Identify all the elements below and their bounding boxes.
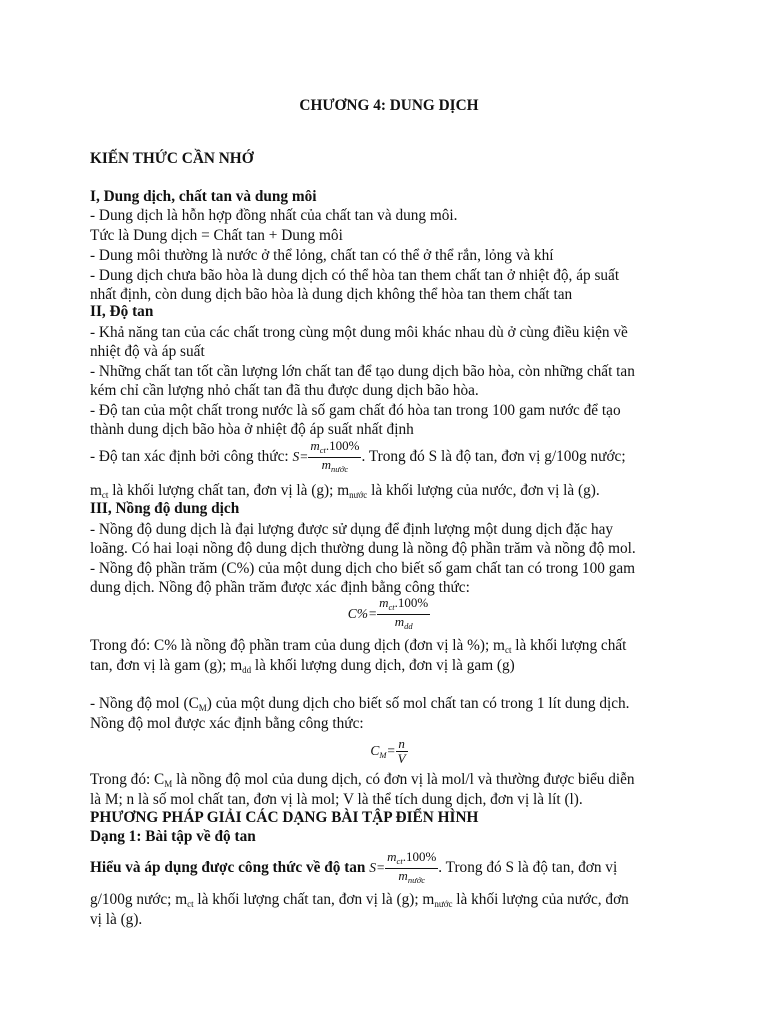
section-2-line: thành dung dịch bão hòa ở nhiệt độ áp suất nhất định	[90, 421, 414, 438]
percent-concentration-formula: C%= $\frac{m_{ct}.100\%}{m_{dd}}$	[347, 594, 429, 631]
section-1-line: - Dung môi thường là nước ở thể lỏng, chất tan có thể ở thể rắn, lỏng và khí	[90, 247, 554, 264]
section-3-line: - Nồng độ phần trăm (C%) của một dung dịch cho biết số gam chất tan có trong 100 gam	[90, 560, 636, 577]
type-1-explain-line: vị là (g).	[90, 911, 143, 928]
methods-heading: PHƯƠNG PHÁP GIẢI CÁC DẠNG BÀI TẬP ĐIỂN HÌNH	[90, 809, 479, 826]
section-2-line: - Những chất tan tốt cần lượng lớn chất tan để tạo dung dịch bão hòa, còn những chất tan	[90, 363, 635, 380]
percent-explain-line: tan, đơn vị là gam (g); $m_{dd}$ là khối lượng dung dịch, đơn vị là gam (g)	[90, 657, 515, 675]
molar-explain-line: là M; n là số mol chất tan, đơn vị là mol; V là thể tích dung dịch, đơn vị là lít (l).	[90, 791, 583, 808]
type-1-explain-line: g/100g nước; $m_{ct}$ là khối lượng chất tan, đơn vị là (g); $m_{nước}$ là khối lượng của nước, đơn	[90, 891, 629, 909]
section-3-line: - Nồng độ dung dịch là đại lượng được sử dụng để định lượng một dung dịch đặc hay	[90, 521, 614, 538]
section-1-line: Tức là Dung dịch = Chất tan + Dung môi	[90, 227, 343, 244]
percent-explain-line: Trong đó: C% là nồng độ phần tram của dung dịch (đơn vị là %); $m_{ct}$ là khối lượng chất	[90, 637, 627, 655]
section-2-line: - Khả năng tan của các chất trong cùng một dung môi khác nhau dù ở cùng điều kiện về	[90, 324, 628, 341]
molar-concentration-line: Nồng độ mol được xác định bằng công thức:	[90, 715, 364, 732]
molar-concentration-line: - Nồng độ mol $(C_M)$ của một dung dịch cho biết số mol chất tan có trong 1 lít dung dịch.	[90, 695, 630, 713]
section-1-line: nhất định, còn dung dịch bão hòa là dung dịch không thể hòa tan them chất tan	[90, 286, 573, 303]
section-3-line: loãng. Có hai loại nồng độ dung dịch thường dung là nồng độ phần trăm và nồng độ mol.	[90, 540, 636, 557]
molar-concentration-formula: CM= $\frac{n}{V}$	[370, 735, 406, 766]
section-1-line: - Dung dịch là hỗn hợp đồng nhất của chất tan và dung môi.	[90, 207, 458, 224]
type-1-heading: Dạng 1: Bài tập về độ tan	[90, 828, 256, 845]
solubility-fraction: $\frac{m_{ct}.100\%}{m_{nước}}$	[310, 437, 360, 474]
knowledge-heading: KIẾN THỨC CẦN NHỚ	[90, 150, 254, 167]
section-2-line: kém chỉ cần lượng nhỏ chất tan đã thu được dung dịch bão hòa.	[90, 382, 479, 399]
document-page	[89, 0, 689, 1024]
section-2-line: nhiệt độ và áp suất	[90, 343, 205, 360]
section-3-line: dung dịch. Nồng độ phần trăm được xác định bằng công thức:	[90, 579, 470, 596]
molar-fraction: $\frac{n}{V}$	[397, 735, 406, 766]
section-2-line: - Độ tan của một chất trong nước là số gam chất đó hòa tan trong 100 gam nước để tạo	[90, 402, 621, 419]
percent-fraction: $\frac{m_{ct}.100\%}{m_{dd}}$	[379, 594, 429, 631]
section-1-line: - Dung dịch chưa bão hòa là dung dịch có thể hòa tan them chất tan ở nhiệt độ, áp suất	[90, 267, 620, 284]
section-3-heading: III, Nồng độ dung dịch	[90, 500, 240, 517]
section-2-heading: II, Độ tan	[90, 303, 154, 320]
type-1-fraction: $\frac{m_{ct}.100\%}{m_{nước}}$	[387, 848, 437, 885]
solubility-formula-line	[90, 437, 626, 477]
solubility-formula-intro: - Độ tan xác định bởi công thức:	[90, 448, 289, 465]
solubility-formula-after: . Trong đó S là độ tan, đơn vị g/100g nước;	[361, 448, 626, 465]
chapter-title: CHƯƠNG 4: DUNG DỊCH	[299, 97, 479, 114]
molar-explain-line: Trong đó: $C_M$ là nồng độ mol của dung dịch, có đơn vị là mol/l và thường được biểu diễn	[90, 771, 635, 789]
type-1-formula-line: Hiểu và áp dụng được công thức về độ tan S= $\frac{m_{ct}.100\%}{m_{nước}}$ . Trong đó S là độ tan, đơn vị	[90, 848, 618, 885]
section-1-heading: I, Dung dịch, chất tan và dung môi	[90, 188, 317, 205]
formula-lhs: S=	[292, 449, 309, 464]
solubility-explain-line: $m_{ct}$ là khối lượng chất tan, đơn vị là (g); $m_{nước}$ là khối lượng của nước, đơn vị là (g).	[90, 482, 600, 500]
